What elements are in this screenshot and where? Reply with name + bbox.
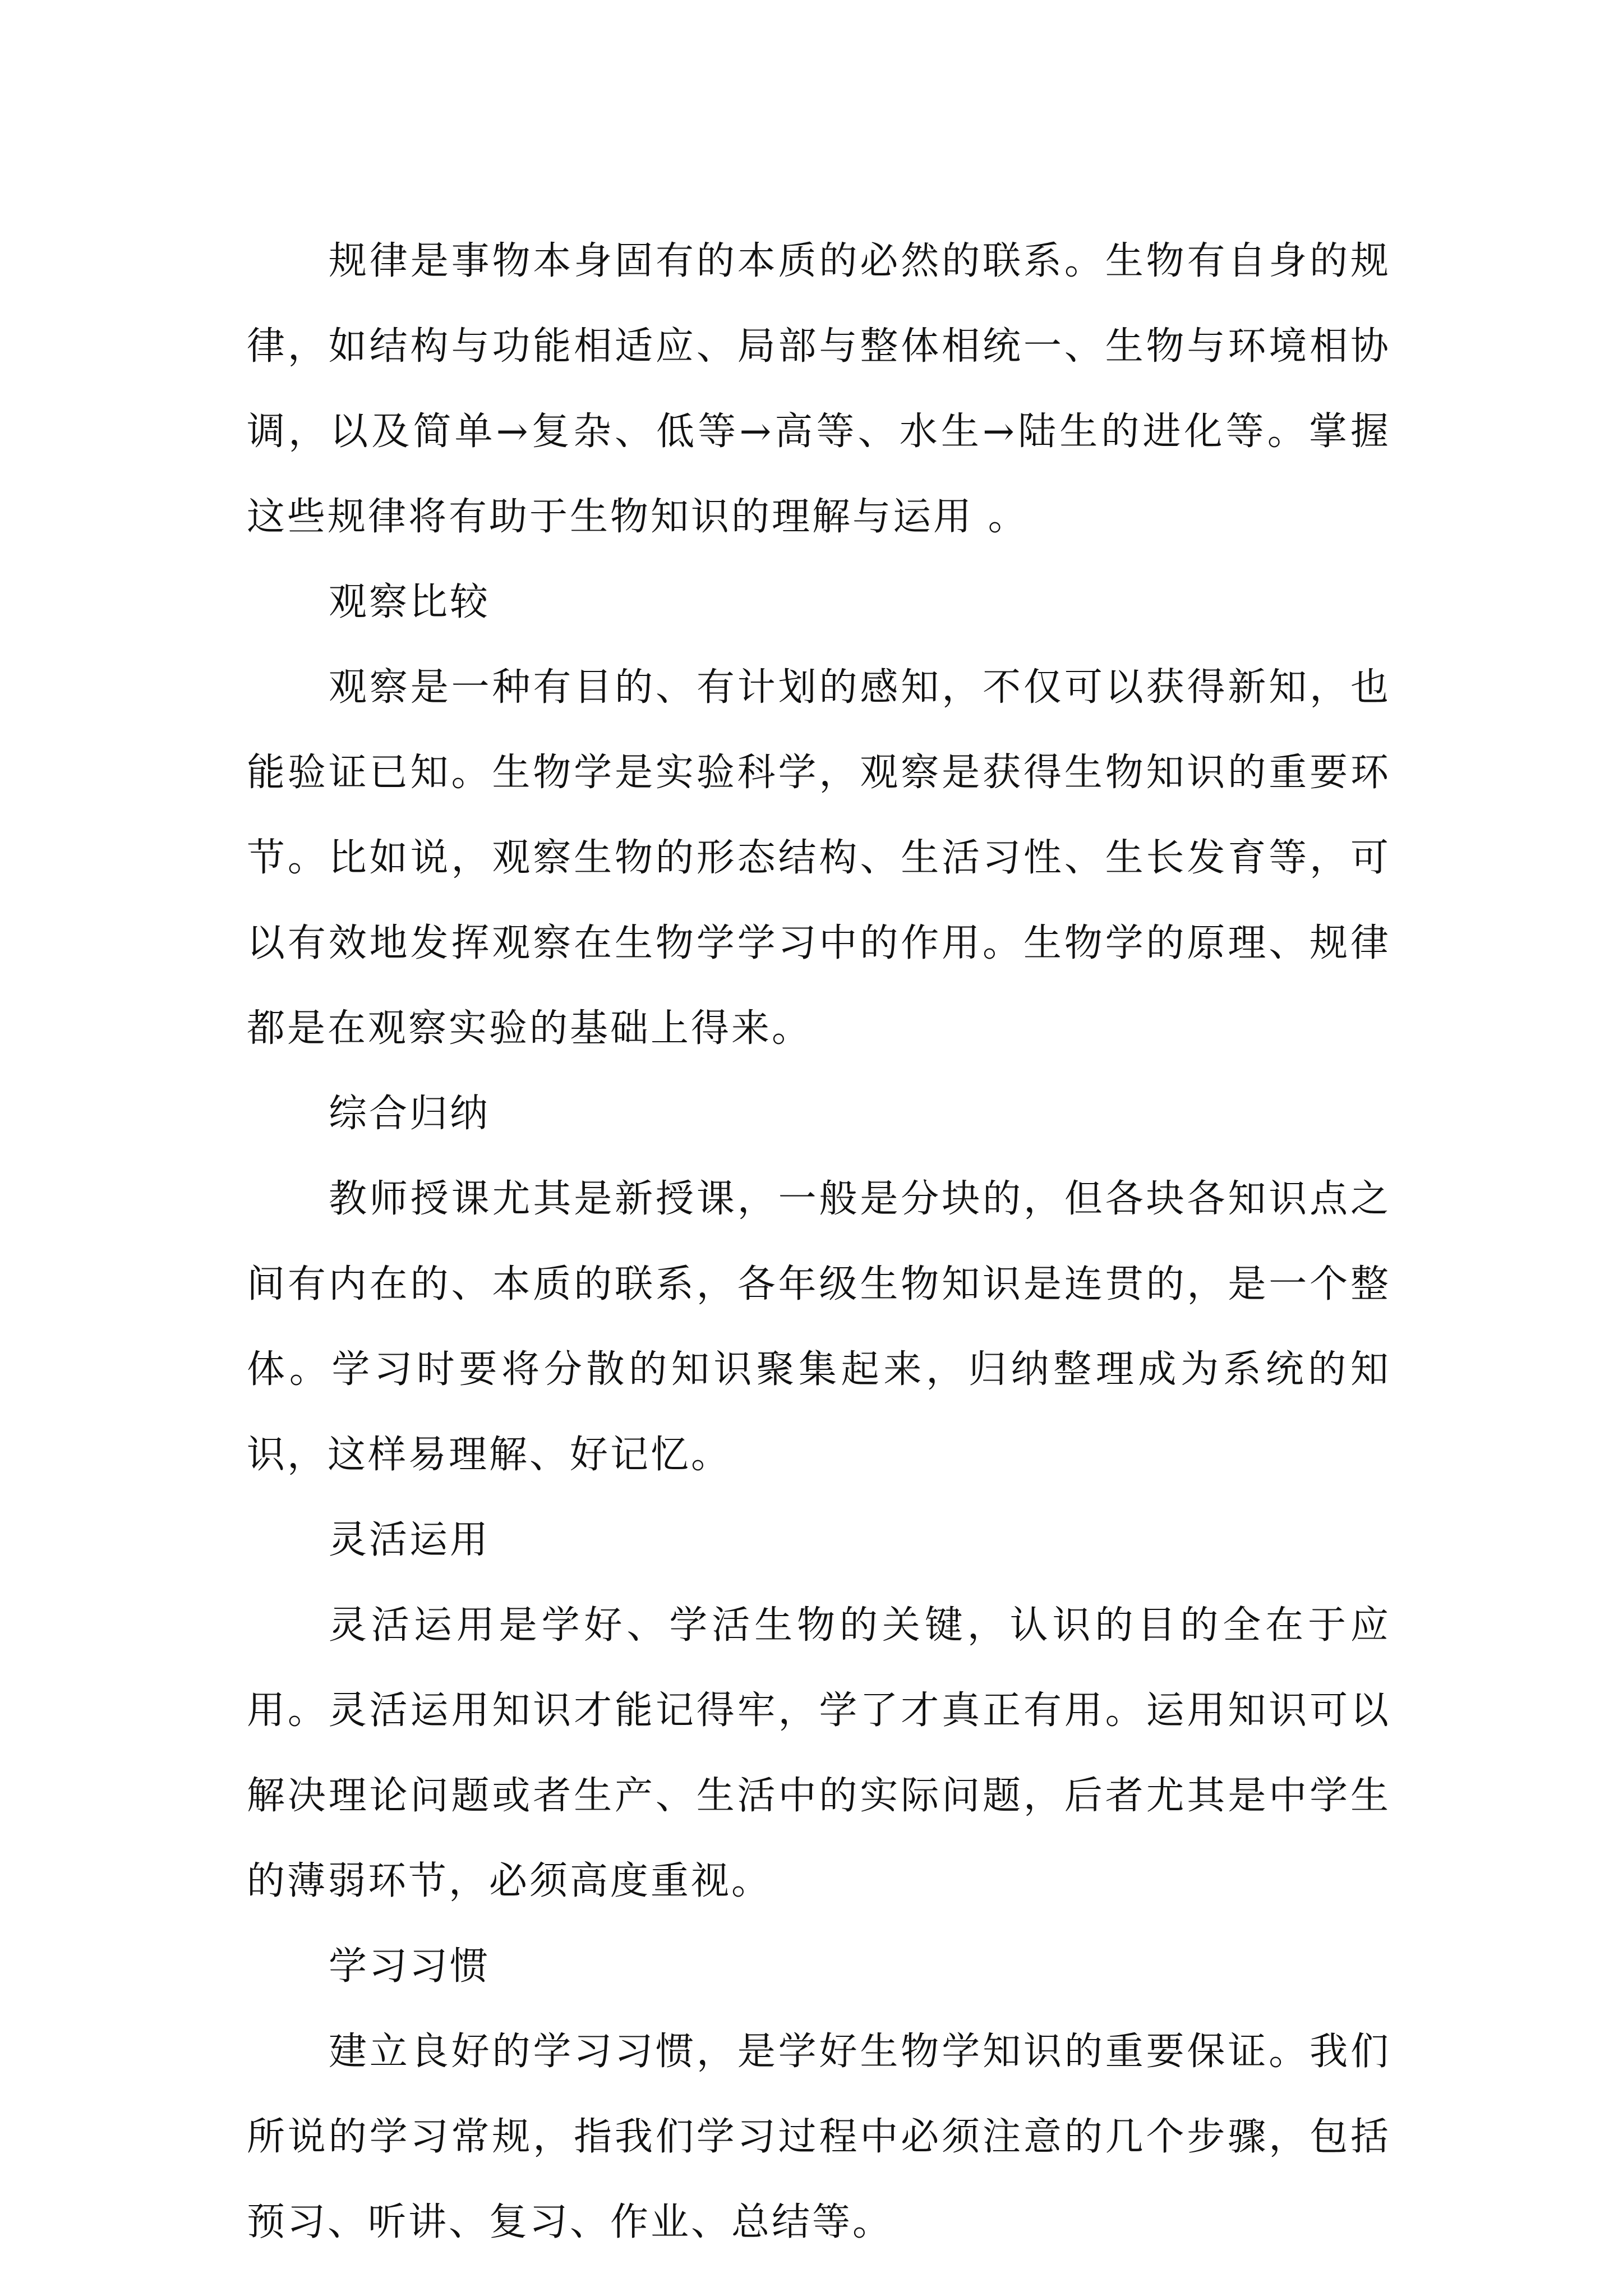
paragraph-application: 灵活运用是学好、学活生物的关键，认识的目的全在于应用。灵活运用知识才能记得牢，学了才真正有用。运用知识可以解决理论问题或者生产、生活中的实际问题，后者尤其是中学生的薄弱环节，必须高度重视。 xyxy=(247,1603,1391,1903)
heading-observation-comparison: 观察比较 xyxy=(329,580,491,624)
heading-synthesis-induction: 综合归纳 xyxy=(329,1092,491,1136)
paragraph-study-habits: 建立良好的学习习惯，是学好生物学知识的重要保证。我们所说的学习常规，指我们学习过程中必须注意的几个步骤，包括预习、听讲、复习、作业、总结等。 xyxy=(247,2030,1391,2244)
heading-flexible-application: 灵活运用 xyxy=(329,1518,491,1562)
paragraph-biology-laws: 规律是事物本身固有的本质的必然的联系。生物有自身的规律，如结构与功能相适应、局部与整体相统一、生物与环境相协调，以及简单→复杂、低等→高等、水生→陆生的进化等。掌握这些规律将有助于生物知识的理解与运用 。 xyxy=(247,239,1391,539)
paragraph-observation: 观察是一种有目的、有计划的感知，不仅可以获得新知，也能验证已知。生物学是实验科学，观察是获得生物知识的重要环节。比如说，观察生物的形态结构、生活习性、生长发育等，可以有效地发挥观察在生物学学习中的作用。生物学的原理、规律都是在观察实验的基础上得来。 xyxy=(247,665,1391,1051)
paragraph-synthesis: 教师授课尤其是新授课，一般是分块的，但各块各知识点之间有内在的、本质的联系，各年级生物知识是连贯的，是一个整体。学习时要将分散的知识聚集起来，归纳整理成为系统的知识，这样易理解、好记忆。 xyxy=(247,1177,1391,1477)
document-body xyxy=(247,219,1391,2265)
heading-study-habits: 学习习惯 xyxy=(329,1944,491,1989)
